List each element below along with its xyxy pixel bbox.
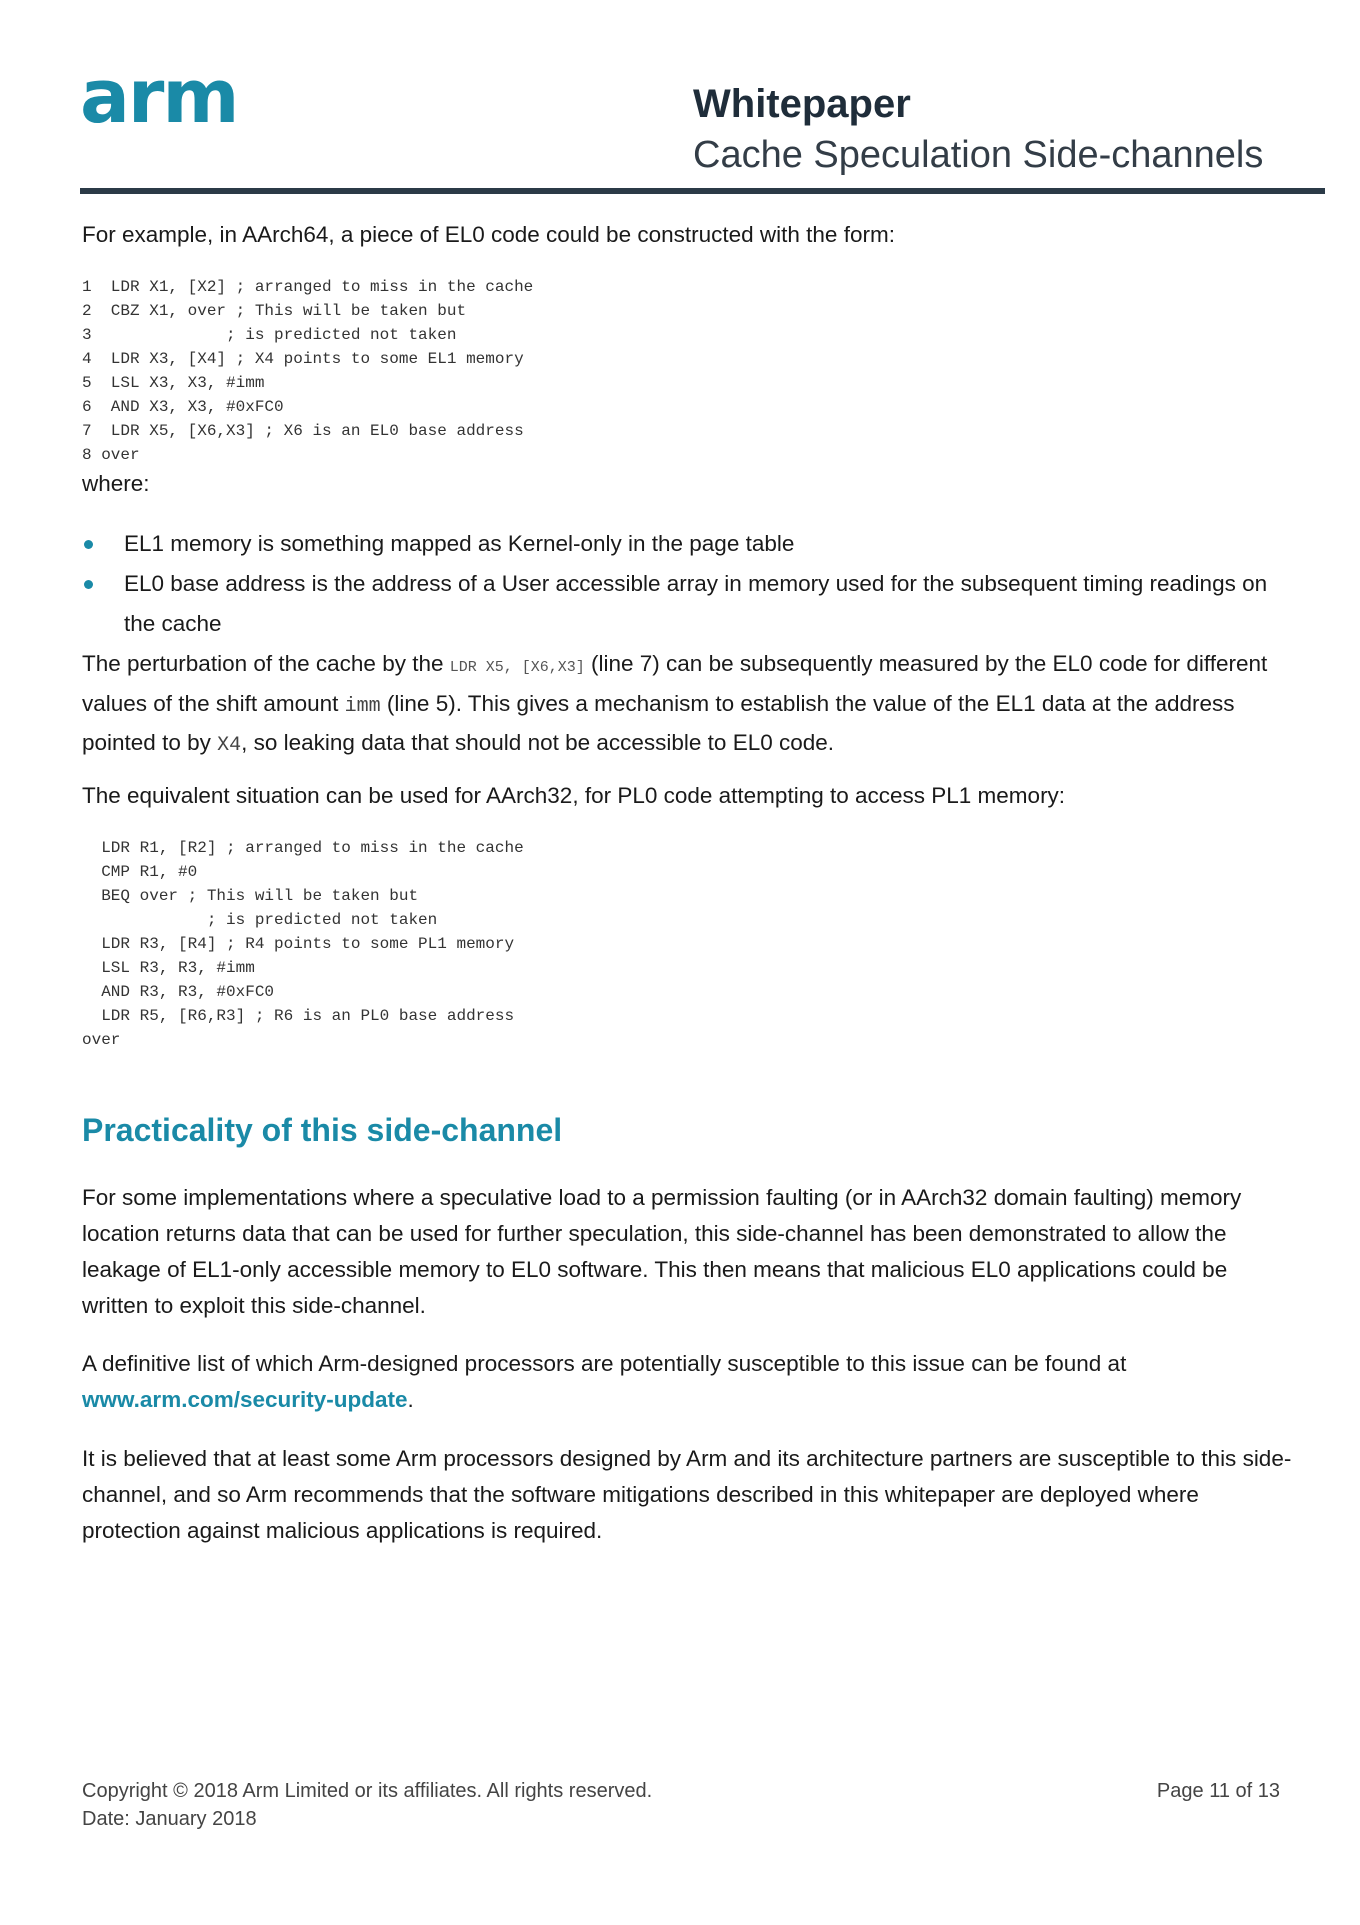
bullet-text: EL1 memory is something mapped as Kernel-only in the page table <box>124 531 795 556</box>
bullet-item <box>82 564 1297 644</box>
where-label: where: <box>82 471 150 496</box>
perturbation-code-2: imm <box>344 695 381 718</box>
security-update-link[interactable]: www.arm.com/security-update <box>82 1387 408 1412</box>
header-subtitle: Cache Speculation Side-channels <box>693 134 1264 176</box>
header-title: Whitepaper <box>693 82 911 126</box>
bullet-list <box>82 524 1297 644</box>
perturbation-paragraph <box>82 646 1297 764</box>
code-block-aarch64: 1 LDR X1, [X2] ; arranged to miss in the cache 2 CBZ X1, over ; This will be taken but 3 ; is predicted not taken 4 LDR X3, [X4] ; X4 points to some EL1 memory 5 LSL X3, X3, #imm 6 AND X3, X3, #0xFC0 7 LDR X5, [X6,X3] ; X6 is an EL0 base address 8 over <box>82 278 534 464</box>
bullet-dot-icon <box>84 580 93 589</box>
believed-paragraph: It is believed that at least some Arm processors designed by Arm and its architecture partners are susceptible to this side-channel, and so Arm recommends that the software mitigations described in this whitepaper are deployed where protection against malicious applications is required. <box>82 1446 1292 1543</box>
aarch32-intro-paragraph: The equivalent situation can be used for AArch32, for PL0 code attempting to access PL1 memory: <box>82 783 1066 808</box>
perturbation-text-2: (line 7) can be subsequently measured by the EL0 code for different values of the shift amount <box>82 651 1268 716</box>
definitive-end: . <box>407 1387 414 1412</box>
bullet-dot-icon <box>84 540 93 549</box>
footer-page-number: Page 11 of 13 <box>1156 1780 1280 1802</box>
perturbation-text-1: The perturbation of the cache by the <box>82 651 450 676</box>
arm-logo: arm <box>80 54 238 140</box>
section-heading: Practicality of this side-channel <box>82 1112 563 1148</box>
bullet-item <box>82 524 1297 564</box>
bullet-text: EL0 base address is the address of a User accessible array in memory used for the subsequent timing readings on the cache <box>124 571 1268 636</box>
definitive-text: A definitive list of which Arm-designed processors are potentially susceptible to this issue can be found at <box>82 1351 1127 1376</box>
footer-date: Date: January 2018 <box>82 1808 257 1830</box>
perturbation-text-3: (line 5). This gives a mechanism to establish the value of the EL1 data at the address pointed to by <box>82 691 1235 755</box>
definitive-paragraph <box>82 1346 1297 1418</box>
perturbation-code-3: X4 <box>217 734 242 757</box>
perturbation-text-4: , so leaking data that should not be accessible to EL0 code. <box>241 730 835 755</box>
header-divider <box>80 188 1325 194</box>
practicality-paragraph: For some implementations where a speculative load to a permission faulting (or in AArch32 domain faulting) memory location returns data that can be used for further speculation, this side-channel has been demonstrated to allow the leakage of EL1-only accessible memory to EL0 software. This then means that malicious EL0 applications could be written to exploit this side-channel. <box>82 1185 1242 1318</box>
perturbation-code-1: LDR X5, [X6,X3] <box>449 659 585 676</box>
footer-copyright: Copyright © 2018 Arm Limited or its affiliates. All rights reserved. <box>82 1780 653 1802</box>
intro-paragraph: For example, in AArch64, a piece of EL0 code could be constructed with the form: <box>82 222 895 247</box>
code-block-aarch32: LDR R1, [R2] ; arranged to miss in the cache CMP R1, #0 BEQ over ; This will be taken but ; is predicted not taken LDR R3, [R4] ; R4 points to some PL1 memory LSL R3, R3, #imm AND R3, R3, #0xFC0 LDR R5, [R6,R3] ; R6 is an PL0 base address over <box>82 839 524 1049</box>
